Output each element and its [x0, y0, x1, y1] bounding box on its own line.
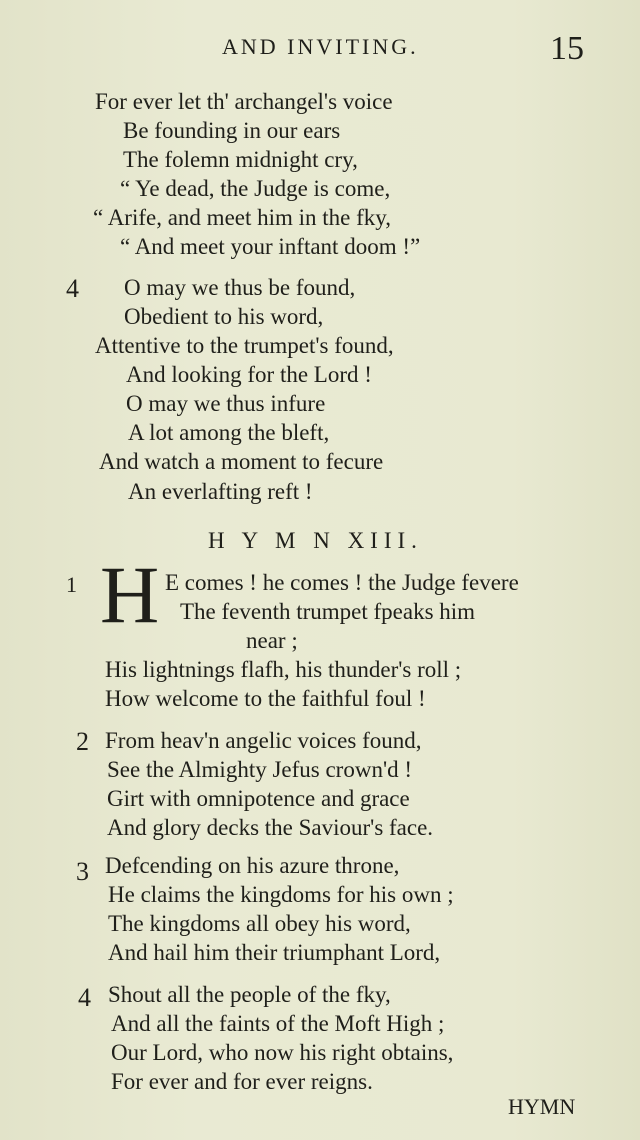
verse-line: “ And meet your inftant doom !”	[120, 234, 421, 259]
verse-line: See the Almighty Jefus crown'd !	[107, 757, 413, 782]
running-title: AND INVITING.	[222, 34, 419, 59]
verse-line: Our Lord, who now his right obtains,	[111, 1040, 454, 1065]
verse-line: The kingdoms all obey his word,	[108, 911, 411, 936]
verse-line: Attentive to the trumpet's found,	[95, 333, 394, 358]
stanza-number: 2	[76, 727, 89, 756]
verse-line: “ Ye dead, the Judge is come,	[120, 176, 391, 201]
stanza-number: 3	[76, 857, 89, 886]
running-head	[0, 32, 640, 72]
verse-line: “ Arife, and meet him in the fky,	[93, 205, 392, 230]
verse-line: The folemn midnight cry,	[123, 147, 358, 172]
stanza-number: 4	[66, 274, 79, 303]
verse-line: How welcome to the faithful foul !	[105, 686, 426, 711]
verse-line: From heav'n angelic voices found,	[105, 728, 422, 753]
verse-line: Shout all the people of the fky,	[108, 982, 391, 1007]
stanza-number: 4	[78, 983, 91, 1012]
verse-line: And watch a moment to fecure	[99, 449, 384, 474]
catchword: HYMN	[508, 1094, 576, 1119]
verse-line: Defcending on his azure throne,	[105, 853, 400, 878]
verse-line: Be founding in our ears	[123, 118, 341, 143]
verse-line: The feventh trumpet fpeaks him	[180, 599, 476, 624]
verse-line: He claims the kingdoms for his own ;	[108, 882, 454, 907]
verse-line: Obedient to his word,	[124, 304, 324, 329]
verse-line: E comes ! he comes ! the Judge fevere	[165, 570, 519, 595]
hymn-title: H Y M N XIII.	[208, 528, 423, 553]
verse-line: O may we thus be found,	[124, 275, 356, 300]
verse-line: And hail him their triumphant Lord,	[108, 940, 441, 965]
verse-line: An everlafting reft !	[128, 479, 313, 504]
verse-line: For ever and for ever reigns.	[111, 1069, 373, 1094]
verse-line: Girt with omnipotence and grace	[107, 786, 410, 811]
page-number: 15	[550, 30, 584, 67]
verse-line: A lot among the bleft,	[128, 420, 330, 445]
drop-cap: H	[100, 549, 160, 640]
stanza-number: 1	[66, 572, 77, 597]
verse-line: near ;	[246, 628, 298, 653]
verse-line: And looking for the Lord !	[126, 362, 372, 387]
verse-line: His lightnings flafh, his thunder's roll ;	[105, 657, 462, 682]
verse-line: And all the faints of the Moft High ;	[111, 1011, 445, 1036]
verse-line: O may we thus infure	[126, 391, 326, 416]
verse-line: For ever let th' archangel's voice	[95, 89, 393, 114]
verse-line: And glory decks the Saviour's face.	[107, 815, 434, 840]
